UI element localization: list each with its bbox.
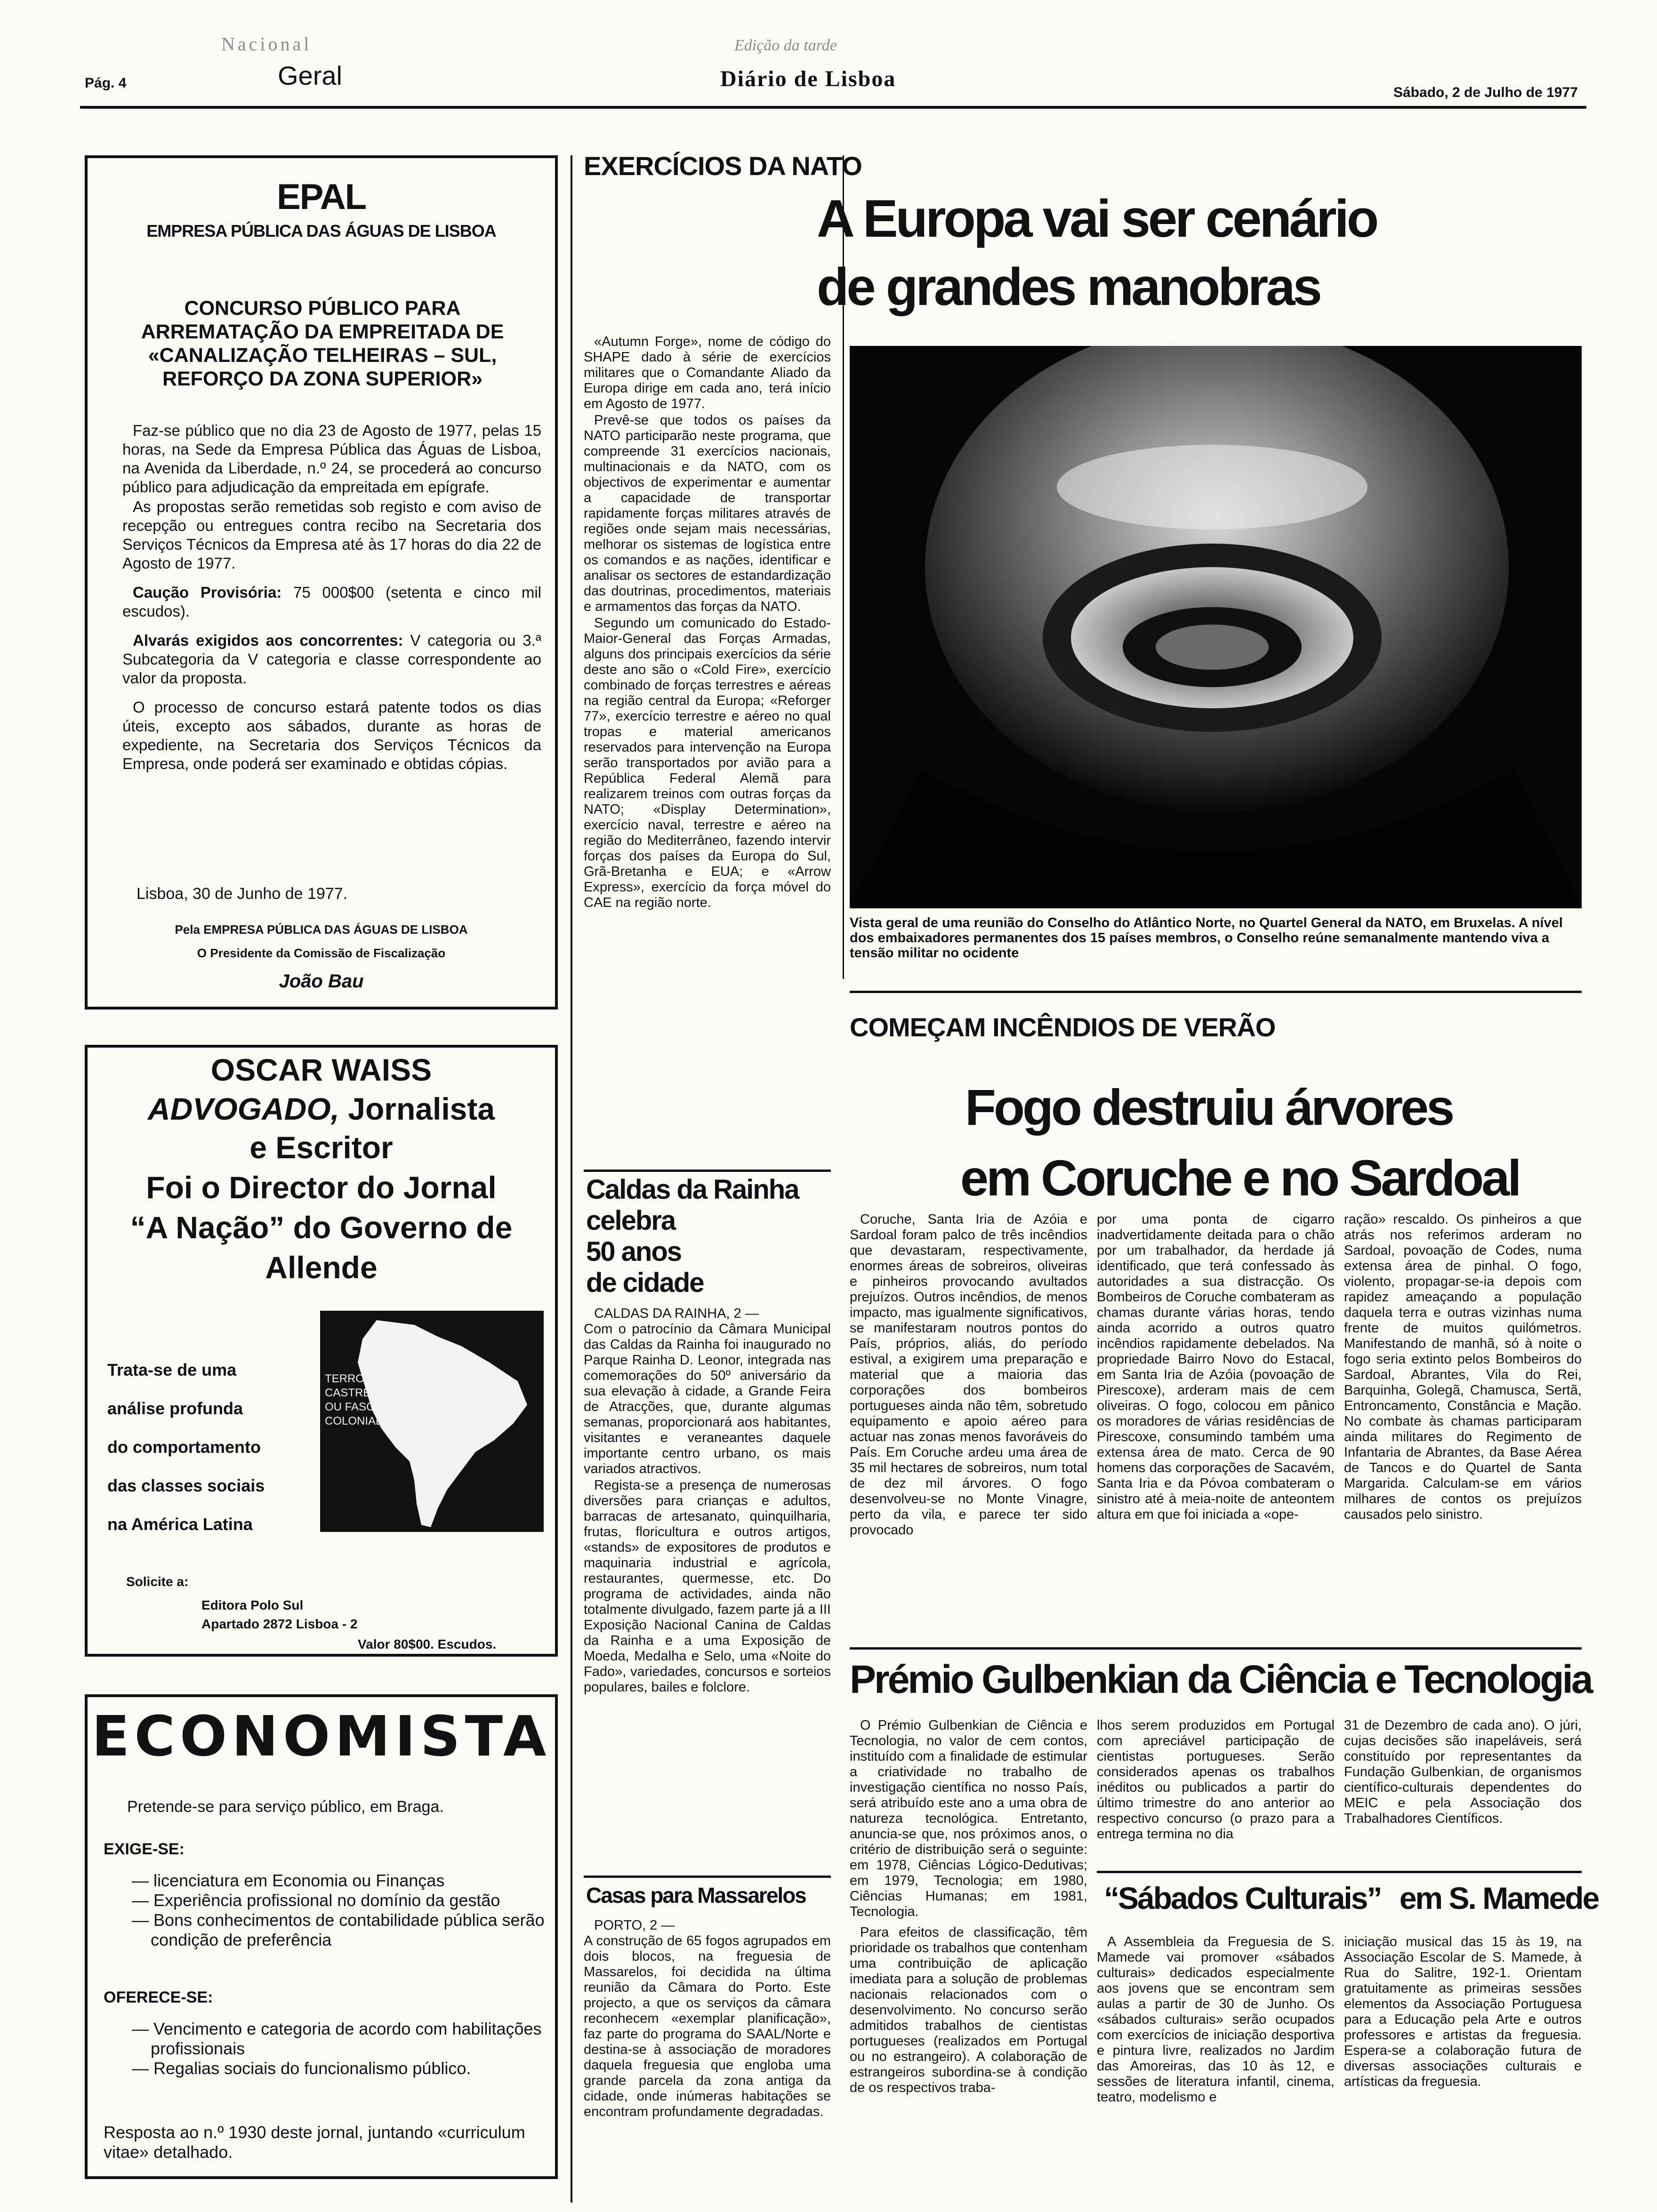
epal-date: Lisboa, 30 de Junho de 1977.	[137, 885, 348, 903]
economista-title: ECONOMISTA	[91, 1704, 551, 1769]
sabados-column-1	[1097, 1934, 1335, 2106]
section-rule	[1097, 1871, 1582, 1873]
nato-council-photo	[850, 346, 1582, 908]
epal-caucao	[122, 583, 541, 621]
section-rule	[850, 991, 1582, 993]
sabados-paragraph: A Assembleia da Freguesia de S. Mamede vai promover «sábados culturais» dedicados especialmente aos jovens que se encontram sem aulas a partir de 30 de Junho. Os «sábados culturais» serão ocupados com exercícios de iniciação desportiva e pintura livre, realizados no Jardim das Amoreiras, das 10 às 12, e sessões de literatura infantil, cinema, teatro, modelismo e	[1097, 1934, 1335, 2105]
nato-article-body	[584, 334, 831, 912]
caldas-headline-line: de cidade	[586, 1267, 704, 1298]
epal-subtitle: EMPRESA PÚBLICA DAS ÁGUAS DE LISBOA	[146, 221, 496, 240]
nato-headline-2: de grandes manobras	[817, 257, 1320, 316]
gulbenkian-column-1	[850, 1718, 1087, 1921]
nato-kicker: EXERCÍCIOS DA NATO	[584, 151, 862, 181]
epal-signature-name: João Bau	[279, 971, 364, 992]
council-chamber-image	[850, 346, 1582, 908]
epal-signature-role: O Presidente da Comissão de Fiscalização	[197, 946, 446, 960]
waiss-line3: e Escritor	[249, 1130, 393, 1165]
waiss-line6: Allende	[265, 1250, 378, 1285]
gulbenkian-continued	[850, 1925, 1087, 2097]
gulbenkian-paragraph: lhos serem produzidos em Portugal com apreciável participação de cientistas portugueses. Serão considerados apenas os trabalhos inéditos ou publicados a partir do último trimestre do ano anterior ao respectivo concurso (o prazo para a entrega termina no dia	[1097, 1718, 1335, 1842]
epal-paragraph: Faz-se público que no dia 23 de Agosto de 1977, pelas 15 horas, na Sede da Empresa Pública das Águas de Lisboa, na Avenida da Liberdade, n.º 24, se procederá ao concurso público para adjudicação da empreitada em epígrafe.	[122, 422, 541, 496]
nato-paragraph: Prevê-se que todos os países da NATO participarão neste programa, que compreende 31 exercícios nacionais, multinacionais e da NATO, com os objectivos de experimentar e aumentar a capacidade de transportar rapidamente forças militares através de regiões onde sejam mais necessárias, melhorar os sistemas de logística entre os comandos e as nações, identificar e analisar os sectores de estandardização das doutrinas, procedimentos, materiais e armamentos das forças da NATO.	[584, 413, 831, 614]
fire-paragraph: por uma ponta de cigarro inadvertidamente deitada para o chão por um trabalhador, da herdade já identificado, que terá confessado às autoridades a sua distracção. Os Bombeiros de Coruche combateram as chamas durante várias horas, tendo ainda acorrido a outros quatro incêndios rapidamente debelados. Na propriedade Bairro Novo do Estacal, em Santa Iria de Azóia (povoação de Pirescoxe), arderam mais de cem oliveiras. O fogo, colocou em pânico os moradores de várias residências de Pirescoxe, consumindo também uma extensa área de mato. Cerca de 90 homens das corporações de Sacavém, Santa Iria e da Póvoa combateram o sinistro até à meia-noite de anteontem altura em que foi iniciada a «ope-	[1097, 1212, 1335, 1522]
waiss-line4: Foi o Director do Jornal	[146, 1170, 497, 1205]
economista-requirements	[132, 1871, 546, 1950]
economista-exige-label: EXIGE-SE:	[104, 1840, 185, 1858]
massarelos-dateline: PORTO, 2 —	[594, 1918, 675, 1933]
desc-line: das classes sociais	[107, 1476, 265, 1495]
epal-heading: CONCURSO PÚBLICO PARA ARREMATAÇÃO DA EMPREITADA DE «CANALIZAÇÃO TELHEIRAS – SUL, REFORÇO DA ZONA SUPERIOR»	[141, 297, 504, 390]
sabados-column-2	[1344, 1934, 1582, 2091]
waiss-line5: “A Nação” do Governo de	[130, 1210, 513, 1245]
section-title: Geral	[278, 61, 342, 90]
book-cover	[320, 1311, 544, 1532]
alvaras-value: V categoria ou 3.ª Subcategoria da V categoria e classe correspondente ao valor da proposta.	[122, 632, 542, 687]
caldas-dateline: CALDAS DA RAINHA, 2 —	[594, 1306, 759, 1321]
masthead: Diário de Lisboa	[720, 66, 896, 91]
issue-date: Sábado, 2 de Julho de 1977	[1393, 85, 1578, 100]
desc-line: na América Latina	[107, 1515, 253, 1534]
caldas-headline	[586, 1174, 831, 1298]
book-cover-title: TERRORISMO CASTRENSE OU FASCISMO COLONIAL	[325, 1372, 403, 1427]
fire-paragraph: Coruche, Santa Iria de Azóia e Sardoal foram palco de três incêndios que devastaram, respectivamente, enormes áreas de sobreiros, oliveiras e pinheiros provocando avultados prejuízos. Outros incêndios, de menos impacto, mas igualmente significativos, se manifestaram noutros pontos do País, próprios, aliás, do período estival, a exigirem uma preparação e material que a maioria das corporações dos bombeiros portugueses ainda não têm, sobretudo equipamento e apoio aéreo para actuar nas zonas menos favoráveis do País. Em Coruche ardeu uma área de 35 mil hectares de sobreiros, num total de dez mil árvores. O fogo desenvolveu-se no Monte Vinagre, perto da vila, e parece ter sido provocado	[850, 1212, 1087, 1538]
epal-logo-title: EPAL	[276, 177, 366, 217]
offer-item: — Vencimento e categoria de acordo com habilitações profissionais	[132, 2019, 542, 2058]
gulbenkian-paragraph: 31 de Dezembro de cada ano). O júri, cujas decisões são inapeláveis, será constituído por representantes da Fundação Gulbenkian, de organismos científico-culturais dependentes do MEIC e pela Associação dos Trabalhadores Científicos.	[1344, 1718, 1582, 1826]
massarelos-headline: Casas para Massarelos	[586, 1883, 806, 1907]
gulbenkian-headline: Prémio Gulbenkian da Ciência e Tecnologia	[850, 1657, 1592, 1701]
caldas-headline-line: 50 anos	[586, 1236, 681, 1267]
massarelos-body	[584, 1918, 831, 2121]
epal-signature-org: Pela EMPRESA PÚBLICA DAS ÁGUAS DE LISBOA	[175, 922, 468, 937]
alvaras-label: Alvarás exigidos aos concorrentes:	[133, 632, 403, 649]
waiss-price: Valor 80$00. Escudos.	[358, 1637, 497, 1651]
section-rule	[584, 1875, 831, 1878]
desc-line: do comportamento	[107, 1437, 261, 1457]
sabados-headline-a: “Sábados Culturais”	[1104, 1881, 1381, 1915]
massarelos-paragraph: A construção de 65 fogos agrupados em dois blocos, na freguesia de Massarelos, foi decidida na última reunião da Câmara do Porto. Este projecto, a que os serviços da câmara reconhecem «exemplar planificação», faz parte do programa do SAAL/Norte e destina-se à associação de moradores daquela freguesia que engloba uma grande parcela da zona antiga da cidade, onde inúmeras habitações se encontram profundamente degradadas.	[584, 1933, 831, 2119]
nato-photo-caption: Vista geral de uma reunião do Conselho do Atlântico Norte, no Quartel General da NATO, em Bruxelas. A nível dos embaixadores permanentes dos 15 países membros, o Conselho reúne semanalmente mantendo viva a tensão militar no ocidente	[850, 915, 1563, 961]
waiss-description	[107, 1351, 319, 1544]
waiss-editora: Editora Polo Sul	[201, 1598, 304, 1612]
nato-paragraph: Segundo um comunicado do Estado-Maior-General das Forças Armadas, alguns dos principais exercícios da série deste ano são o «Cold Fire», exercício combinado de forças terrestres e aéreas na região central da Europa; «Reforger 77», exercício terrestre e aéreo no qual tropas e material americanos reservados para intervenção na Europa serão transportados por avião para a República Federal Alemã para realizarem treinos com outras forças da NATO; «Display Determination», exercício naval, terrestre e aéreo na região do Mediterrâneo, fazendo intervir forças dos países da Europa do Sul, Grã-Bretanha e EUA; e «Arrow Express», exercício da força móvel do CAE na região norte.	[584, 616, 831, 910]
fire-headline-1: Fogo destruiu árvores	[965, 1079, 1453, 1136]
caldas-headline-line: celebra	[586, 1205, 676, 1236]
offer-item: — Regalias sociais do funcionalismo público.	[132, 2059, 471, 2078]
masthead-faded: Edição da tarde	[734, 37, 837, 54]
sabados-headline-b: em S. Mamede	[1399, 1881, 1599, 1915]
waiss-profession-2: Jornalista	[339, 1091, 495, 1126]
caucao-label: Caução Provisória:	[133, 584, 282, 601]
fire-paragraph: ração» rescaldo. Os pinheiros a que atrás nos referimos arderam no Sardoal, povoação de Codes, numa extensa área de pinhal. O fogo, violento, propagar-se-ia depois com rapidez ameaçando a população daquela terra e outras vizinhas numa frente de muitos quilómetros. Manifestando de manhã, só à noite o fogo seria extinto pelos Bombeiros do Sardoal, Abrantes, Vila do Rei, Barquinha, Golegã, Chamusca, Sertã, Entroncamento, Constância e Mação. No combate às chamas participaram ainda militares do Regimento de Infantaria de Abrantes, da Base Aérea de Tancos e do Quartel de Santa Margarida. Calculam-se em vários milhares de contos os prejuízos causados pelo sinistro.	[1344, 1212, 1582, 1522]
caldas-headline-line: Caldas da Rainha	[586, 1174, 799, 1205]
nato-paragraph: «Autumn Forge», nome de código do SHAPE dado à série de exercícios militares que o Comandante Aliado da Europa dirige em cada ano, terá início em Agosto de 1977.	[584, 334, 831, 411]
desc-line: análise profunda	[107, 1399, 243, 1418]
caldas-paragraph: Com o patrocínio da Câmara Municipal das Caldas da Rainha foi inaugurado no Parque Rainha D. Leonor, integrada nas comemorações do 50º aniversário da sua elevação à cidade, a Grande Feira de Atracções, que, durante algumas semanas, proporcionará aos habitantes, visitantes e veraneantes daquele importante centro urbano, os mais variados atractivos.	[584, 1322, 831, 1476]
waiss-solicite: Solicite a:	[126, 1574, 189, 1589]
epal-alvaras	[122, 631, 541, 688]
gulbenkian-column-3	[1344, 1718, 1582, 1827]
economista-oferece-label: OFERECE-SE:	[104, 1988, 213, 2006]
gulbenkian-paragraph: O Prémio Gulbenkian de Ciência e Tecnologia, no valor de cem contos, instituído com a finalidade de estimular a criatividade no trabalho de investigação científica no nosso País, será atribuído este ano a uma obra de natureza tecnológica. Entretanto, anuncia-se que, nos próximos anos, o critério de distribuição será o seguinte: em 1978, Ciências Lógico-Dedutivas; em 1979, Tecnologia; em 1980, Ciências Humanas; em 1981, Tecnologia.	[850, 1718, 1087, 1919]
fire-kicker: COMEÇAM INCÊNDIOS DE VERÃO	[850, 1012, 1276, 1042]
fire-column-1	[850, 1212, 1087, 1539]
gulbenkian-paragraph: Para efeitos de classificação, têm prioridade os trabalhos que contenham uma contribuição de aplicação imediata para a solução de problemas nacionais relacionados com o desenvolvimento. No concurso serão admitidos trabalhos de cientistas portugueses (realizados em Portugal ou no estrangeiro). A colaboração de estrangeiros subordina-se à condição de os respectivos traba-	[850, 1925, 1087, 2095]
gulbenkian-column-2	[1097, 1718, 1335, 1843]
epal-body	[122, 421, 541, 774]
requirement-item: — licenciatura em Economia ou Finanças	[132, 1871, 445, 1890]
fire-headline-2: em Coruche e no Sardoal	[960, 1149, 1520, 1206]
waiss-name: OSCAR WAISS	[210, 1052, 432, 1087]
epal-paragraph: As propostas serão remetidas sob registo e com aviso de recepção ou entregues contra recibo na Secretaria dos Serviços Técnicos da Empresa até às 17 horas do dia 22 de Agosto de 1977.	[122, 498, 541, 572]
economista-response: Resposta ao n.º 1930 deste jornal, juntando «curriculum vitae» detalhado.	[104, 2123, 525, 2162]
header-rule	[80, 106, 1586, 109]
sabados-headline	[1104, 1880, 1598, 1916]
column-divider	[571, 155, 572, 2203]
section-faded: Nacional	[221, 33, 312, 55]
economista-intro: Pretende-se para serviço público, em Braga.	[127, 1798, 444, 1816]
sabados-paragraph: iniciação musical das 15 às 19, na Associação Escolar de S. Mamede, à Rua do Salitre, 192-1. Orientam gratuitamente as primeiras sessões elementos da Associação Portuguesa para a Educação pela Arte e outros professores e artistas da freguesia. Espera-se a colaboração futura de diversas associações culturais e artísticas da freguesia.	[1344, 1934, 1582, 2089]
waiss-apartado: Apartado 2872 Lisboa - 2	[201, 1617, 358, 1631]
caldas-body	[584, 1306, 831, 1696]
caldas-paragraph: Regista-se a presença de numerosas diversões para crianças e adultos, barracas de artesanato, quinquilharia, frutas, floricultura e outros artigos, «stands» de expositores de produtos e maquinaria industrial e agrícola, restaurantes, quermesse, etc. Do programa de actividades, ainda não totalmente divulgado, fazem parte já a III Exposição Nacional Canina de Caldas da Rainha e a uma Exposição de Moeda, Medalha e Selo, uma «Noite do Fado», variedades, concursos e sorteios populares, bailes e folclore.	[584, 1478, 831, 1695]
caucao-value: 75 000$00 (setenta e cinco mil escudos).	[122, 584, 541, 620]
requirement-item: — Experiência profissional no domínio da gestão	[132, 1891, 500, 1910]
economista-offers	[132, 2019, 546, 2078]
nato-headline-1: A Europa vai ser cenário	[817, 189, 1377, 248]
epal-paragraph: O processo de concurso estará patente todos os dias úteis, excepto aos sábados, durante as horas de expediente, na Secretaria dos Serviços Técnicos da Empresa, onde poderá ser examinado e obtidas cópias.	[122, 698, 541, 772]
section-rule	[584, 1170, 831, 1172]
section-rule	[850, 1647, 1582, 1650]
waiss-title	[85, 1091, 558, 1127]
page-number: Pág. 4	[85, 75, 127, 91]
fire-column-3	[1344, 1212, 1582, 1523]
desc-line: Trata-se de uma	[107, 1360, 237, 1379]
fire-column-2	[1097, 1212, 1335, 1523]
requirement-item: — Bons conhecimentos de contabilidade pública serão condição de preferência	[132, 1910, 545, 1949]
waiss-profession: ADVOGADO,	[147, 1091, 339, 1126]
